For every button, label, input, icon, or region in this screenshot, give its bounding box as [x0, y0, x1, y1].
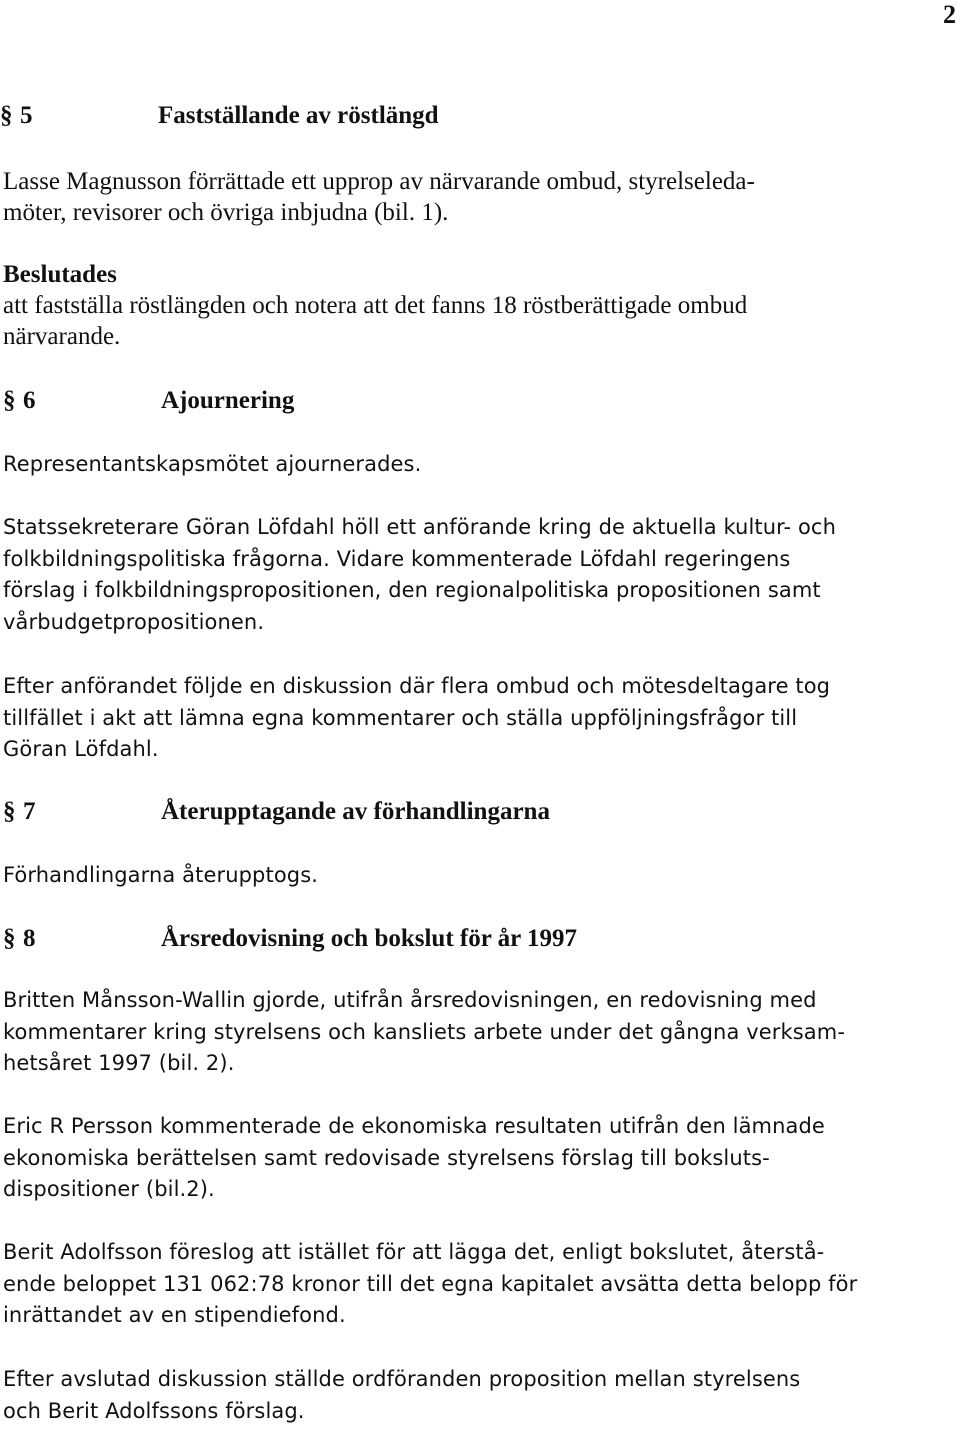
section-5 [0, 101, 952, 131]
text-line: Berit Adolfsson föreslog att istället för att lägga det, enligt bokslutet, återstå- [3, 1240, 825, 1264]
paragraph [3, 1237, 955, 1332]
paragraph [3, 1364, 955, 1427]
text-line: ende beloppet 131 062:78 kronor till det egna kapitalet avsätta detta belopp för [3, 1271, 858, 1296]
text-line: dispositioner (bil.2). [3, 1177, 215, 1201]
text-line: inrättandet av en stipendiefond. [3, 1303, 346, 1327]
text-line: och Berit Adolfssons förslag. [3, 1398, 305, 1423]
section-title: Årsredovisning och bokslut för år 1997 [161, 925, 578, 952]
section-8 [3, 924, 955, 954]
text-line: Lasse Magnusson förrättade ett upprop av närvarande ombud, styrelseleda- [3, 168, 755, 195]
text-line: möter, revisorer och övriga inbjudna (bil. 1). [3, 199, 449, 226]
paragraph [3, 449, 955, 481]
text-line: Förhandlingarna återupptogs. [3, 863, 319, 887]
paragraph [3, 512, 955, 638]
text-line: kommentarer kring styrelsens och kansliets arbete under det gångna verksam- [3, 1019, 845, 1044]
section-heading [0, 101, 952, 131]
section-title: Fastställande av röstlängd [158, 102, 439, 129]
section-number: 8 [23, 925, 36, 952]
paragraph [3, 860, 955, 892]
section-6 [3, 386, 955, 416]
section-number: 7 [23, 798, 36, 825]
text-line: tillfället i akt att lämna egna kommentarer och ställa uppföljningsfrågor till [3, 705, 798, 730]
section-title: Återupptagande av förhandlingarna [161, 798, 550, 825]
text-line: hetsåret 1997 (bil. 2). [3, 1051, 235, 1075]
section-number: 6 [23, 387, 36, 414]
text-line: Göran Löfdahl. [3, 737, 159, 761]
section-heading [3, 797, 955, 827]
section-title: Ajournering [161, 387, 295, 414]
text-line: närvarande. [3, 323, 121, 350]
text-line: Representantskapsmötet ajournerades. [3, 452, 422, 476]
text-line: Britten Månsson-Wallin gjorde, utifrån årsredovisningen, en redovisning med [3, 988, 817, 1012]
text-line: förslag i folkbildningspropositionen, den regionalpolitiska propositionen samt [3, 578, 821, 602]
text-line: Eric R Persson kommenterade de ekonomiska resultaten utifrån den lämnade [3, 1114, 825, 1138]
text-line: Efter avslutad diskussion ställde ordföranden proposition mellan styrelsens [3, 1367, 801, 1391]
paragraph [3, 985, 955, 1080]
section-sign: § [0, 102, 13, 129]
decision-label: Beslutades [3, 261, 117, 288]
section-heading [3, 924, 955, 954]
text-line: att fastställa röstlängden och notera att det fanns 18 röstberättigade ombud [3, 292, 748, 319]
text-line: Statssekreterare Göran Löfdahl höll ett anförande kring de aktuella kultur- och [3, 515, 836, 539]
page-number: 2 [943, 0, 956, 29]
section-heading [3, 386, 955, 416]
text-line: ekonomiska berättelsen samt redovisade styrelsens förslag till boksluts- [3, 1145, 770, 1170]
section-sign: § [3, 387, 16, 414]
paragraph [3, 166, 955, 228]
text-line: vårbudgetpropositionen. [3, 609, 265, 634]
section-7 [3, 797, 955, 827]
section-sign: § [3, 925, 16, 952]
paragraph [3, 671, 955, 766]
decision-block [3, 259, 955, 352]
section-sign: § [3, 798, 16, 825]
paragraph [3, 1111, 955, 1206]
text-line: folkbildningspolitiska frågorna. Vidare kommenterade Löfdahl regeringens [3, 546, 791, 571]
section-number: 5 [20, 102, 33, 129]
text-line: Efter anförandet följde en diskussion där flera ombud och mötesdeltagare tog [3, 674, 831, 698]
